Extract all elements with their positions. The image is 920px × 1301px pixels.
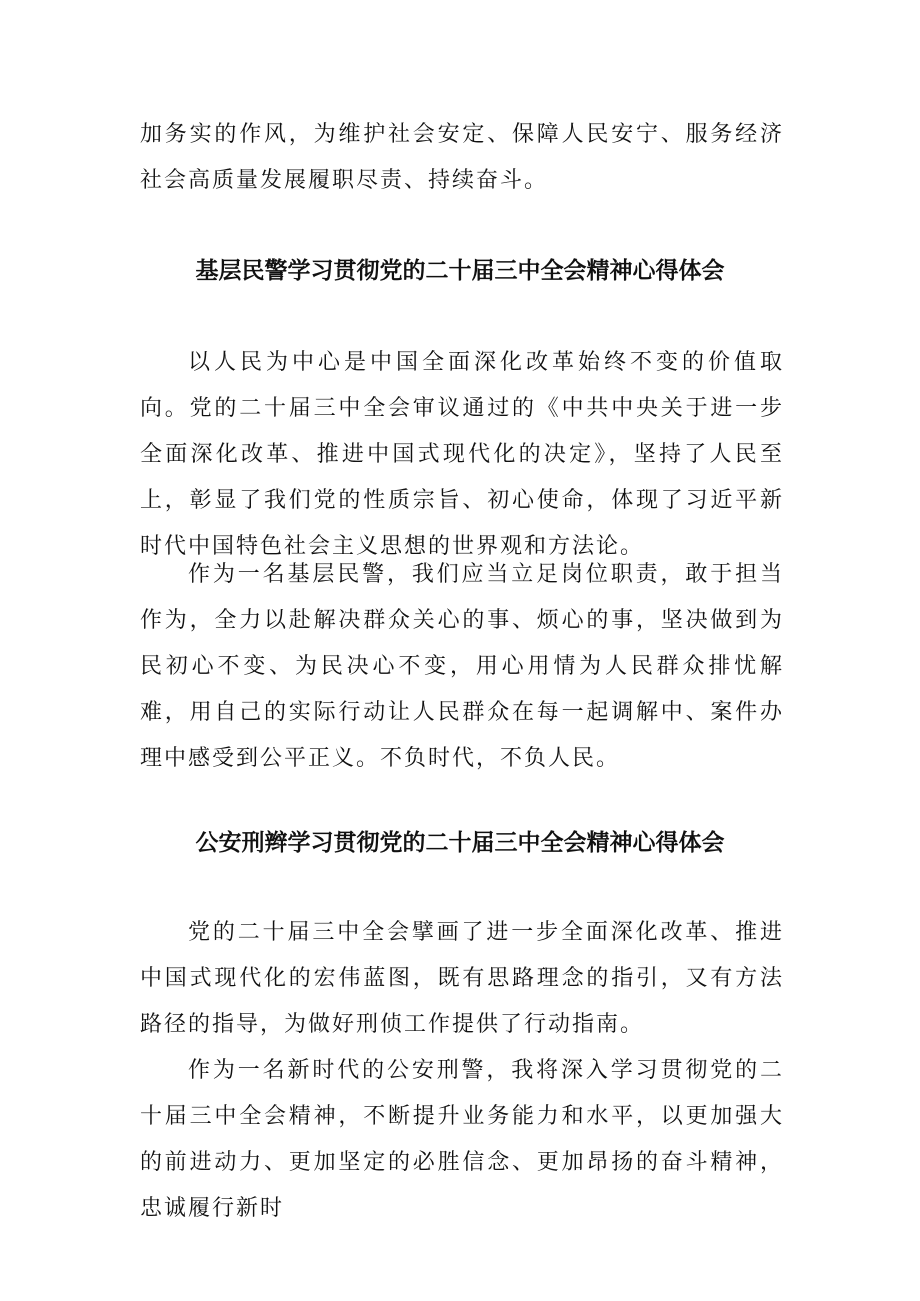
continuation-paragraph: 加务实的作风，为维护社会安定、保障人民安宁、服务经济社会高质量发展履职尽责、持续奋斗。 — [140, 122, 784, 193]
grassroots-paragraph-2: 作为一名基层民警，我们应当立足岗位职责，敢于担当作为，全力以赴解决群众关心的事、烦心的事，坚决做到为民初心不变、为民决心不变，用心用情为人民群众排忧解难，用自己的实际行动让人民群众在每一起调解中、案件办理中感受到公平正义。不负时代，不负人民。 — [140, 562, 784, 771]
criminal-police-paragraph-2: 作为一名新时代的公安刑警，我将深入学习贯彻党的二十届三中全会精神，不断提升业务能力和水平，以更加强大的前进动力、更加坚定的必胜信念、更加昂扬的奋斗精神，忠诚履行新时 — [140, 1058, 784, 1221]
section-title-grassroots-police: 基层民警学习贯彻党的二十届三中全会精神心得体会 — [195, 258, 725, 284]
criminal-police-paragraph-1: 党的二十届三中全会擘画了进一步全面深化改革、推进中国式现代化的宏伟蓝图，既有思路理念的指引，又有方法路径的指导，为做好刑侦工作提供了行动指南。 — [140, 920, 784, 1037]
section-title-criminal-police: 公安刑辫学习贯彻党的二十届三中全会精神心得体会 — [195, 830, 725, 856]
grassroots-paragraph-1: 以人民为中心是中国全面深化改革始终不变的价值取向。党的二十届三中全会审议通过的《中共中央关于进一步全面深化改革、推进中国式现代化的决定》，坚持了人民至上，彰显了我们党的性质宗旨、初心使命，体现了习近平新时代中国特色社会主义思想的世界观和方法论。 — [140, 350, 784, 559]
